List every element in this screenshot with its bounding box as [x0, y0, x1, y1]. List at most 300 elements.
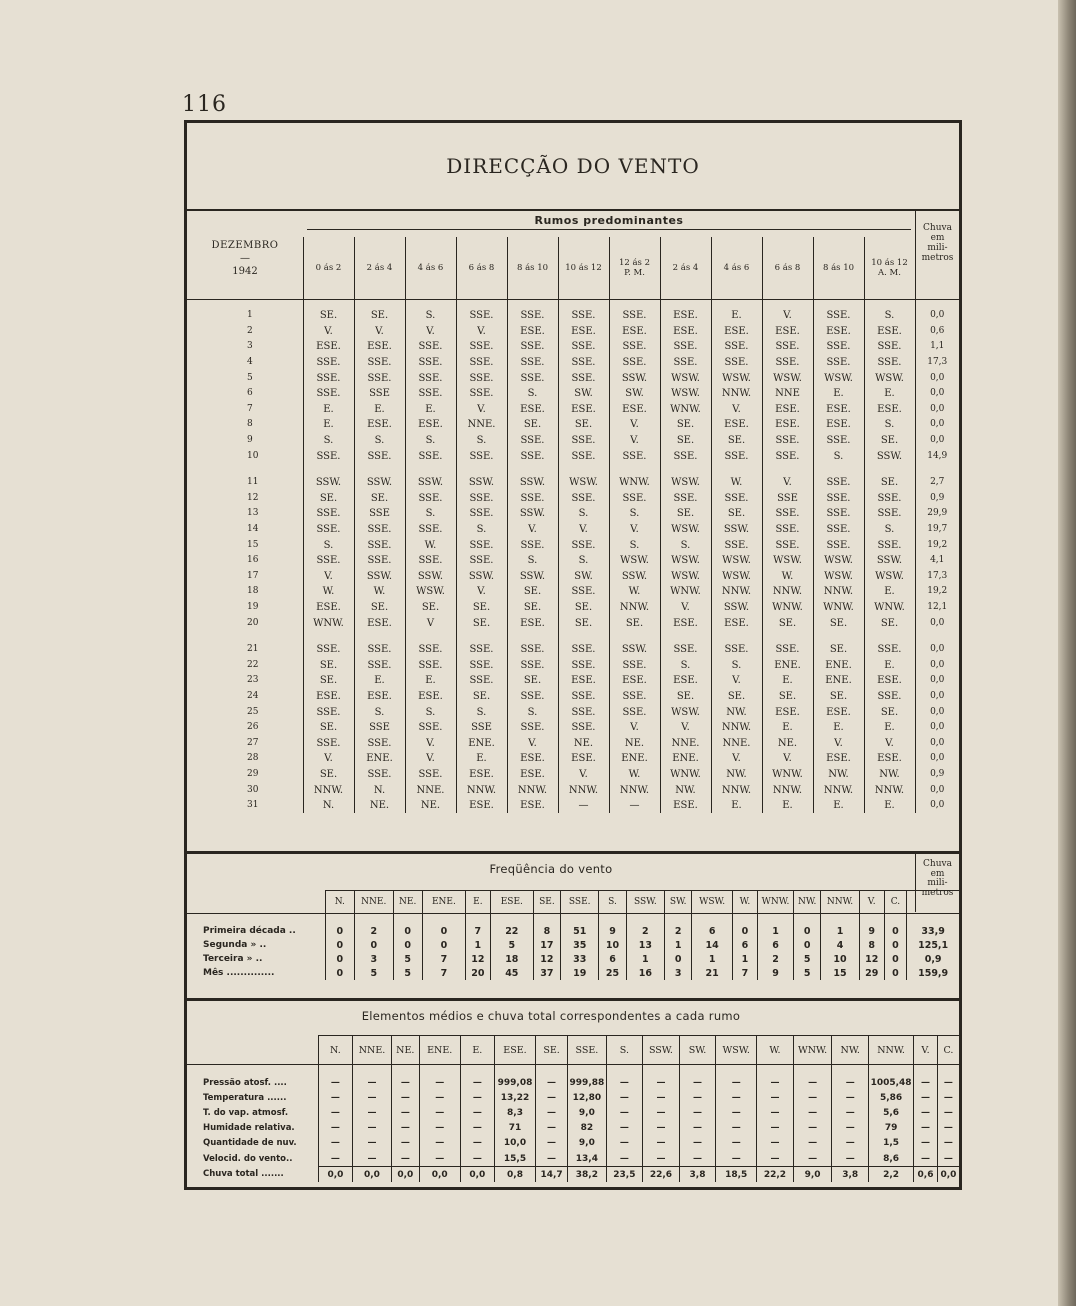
wind-direction-cell: WNW.	[762, 767, 813, 783]
wind-direction-cell: SSE.	[456, 355, 507, 371]
wind-direction-cell: W.	[609, 767, 660, 783]
wind-direction-cell: SE.	[507, 673, 558, 689]
wind-direction-cell: SSE.	[813, 339, 864, 355]
gap-cell	[915, 631, 959, 642]
table-row	[187, 584, 959, 600]
wind-direction-cell: SSE.	[558, 339, 609, 355]
frequency-section	[187, 854, 959, 1001]
direction-header: W.	[757, 1036, 794, 1065]
wind-direction-cell: SSE.	[762, 537, 813, 553]
wind-direction-cell: E.	[864, 657, 915, 673]
wind-direction-cell: ESE.	[507, 751, 558, 767]
wind-direction-cell: SSE.	[405, 657, 456, 673]
wind-direction-cell: SSE.	[864, 642, 915, 658]
wind-direction-cell: ENE.	[660, 751, 711, 767]
chuva-header-line: metros	[921, 253, 954, 263]
table-row	[187, 522, 959, 538]
element-cell: 9,0	[793, 1167, 832, 1183]
direction-header: SSE.	[568, 1036, 606, 1065]
table-row	[187, 673, 959, 689]
wind-direction-cell: V.	[558, 767, 609, 783]
frequency-cell: 10	[599, 938, 626, 952]
wind-direction-cell: SE.	[507, 600, 558, 616]
frequency-cell: 19	[560, 966, 598, 980]
wind-direction-cell: SSW.	[507, 506, 558, 522]
frequency-cell: 18	[490, 952, 533, 966]
rain-value: 29,9	[915, 506, 959, 522]
wind-direction-cell: V.	[456, 584, 507, 600]
wind-direction-cell: SSE	[354, 386, 405, 402]
element-cell: —	[757, 1121, 794, 1136]
element-cell: —	[914, 1065, 938, 1091]
wind-direction-cell: SSE.	[660, 339, 711, 355]
hour-header	[558, 237, 609, 300]
frequency-cell: 12	[465, 952, 490, 966]
element-cell: —	[679, 1065, 716, 1091]
wind-direction-cell: SSE.	[303, 370, 354, 386]
wind-direction-cell: ESE.	[711, 615, 762, 631]
wind-direction-cell: ESE.	[813, 324, 864, 340]
wind-direction-cell: SSE.	[558, 355, 609, 371]
gap-cell	[609, 631, 660, 642]
wind-direction-cell: SSE.	[354, 767, 405, 783]
direction-header: N.	[318, 1036, 352, 1065]
table-row	[187, 448, 959, 464]
row-label: Quantidade de nuv.	[203, 1138, 297, 1149]
hour-header	[405, 237, 456, 300]
gap-cell	[711, 631, 762, 642]
wind-direction-cell: V.	[558, 522, 609, 538]
element-cell: —	[318, 1065, 352, 1091]
rain-value: 17,3	[915, 355, 959, 371]
element-cell: —	[832, 1105, 869, 1120]
wind-direction-cell: E.	[405, 673, 456, 689]
wind-direction-cell: WNW.	[660, 402, 711, 418]
wind-direction-cell: SE.	[354, 600, 405, 616]
wind-direction-cell: SSE.	[864, 491, 915, 507]
hour-header	[864, 237, 915, 300]
element-cell: 71	[495, 1121, 536, 1136]
wind-direction-cell: SSW.	[711, 600, 762, 616]
frequency-cell: 0	[325, 952, 354, 966]
wind-direction-cell: SSE.	[405, 642, 456, 658]
wind-direction-cell: V.	[711, 402, 762, 418]
element-cell: —	[318, 1151, 352, 1167]
gap-cell	[507, 464, 558, 475]
wind-direction-cell: SE.	[762, 689, 813, 705]
table-row	[187, 569, 959, 585]
element-cell: —	[606, 1105, 643, 1120]
wind-direction-cell: —	[609, 798, 660, 814]
wind-direction-cell: SSE.	[405, 522, 456, 538]
wind-direction-cell: ESE.	[405, 689, 456, 705]
element-cell: —	[419, 1136, 460, 1151]
wind-direction-cell: ESE.	[507, 798, 558, 814]
wind-direction-cell: SSE.	[405, 553, 456, 569]
table-row	[187, 914, 959, 939]
element-cell: 0,0	[318, 1167, 352, 1183]
wind-direction-cell: SE.	[456, 600, 507, 616]
wind-direction-cell: S.	[405, 704, 456, 720]
wind-direction-cell: SSE.	[660, 642, 711, 658]
decade-gap	[187, 464, 959, 475]
wind-direction-cell: SW.	[609, 386, 660, 402]
element-cell: —	[757, 1105, 794, 1120]
gap-cell	[660, 464, 711, 475]
wind-direction-cell: SE.	[354, 300, 405, 324]
wind-direction-cell: SSE.	[507, 657, 558, 673]
wind-direction-cell: E.	[762, 673, 813, 689]
wind-direction-cell: V.	[660, 720, 711, 736]
element-cell: —	[793, 1136, 832, 1151]
row-label: Pressão atosf. ....	[203, 1077, 287, 1088]
frequency-cell: 1	[465, 938, 490, 952]
wind-direction-cell: SSE.	[354, 537, 405, 553]
frequency-cell: 1	[733, 952, 758, 966]
wind-direction-cell: ESE.	[558, 673, 609, 689]
frequency-cell: 0	[422, 938, 465, 952]
element-cell: —	[716, 1151, 757, 1167]
wind-direction-cell: NNE	[762, 386, 813, 402]
wind-direction-cell: SSE	[762, 491, 813, 507]
gap-cell	[660, 631, 711, 642]
wind-direction-cell: WSW.	[660, 553, 711, 569]
wind-direction-cell: SSE.	[711, 448, 762, 464]
wind-direction-cell: SSE.	[405, 720, 456, 736]
wind-direction-cell: ESE.	[762, 704, 813, 720]
gap-cell	[915, 464, 959, 475]
wind-direction-cell: SSE.	[762, 355, 813, 371]
wind-direction-cell: E.	[456, 751, 507, 767]
frequency-cell: 0	[325, 966, 354, 980]
wind-direction-cell: SSE.	[507, 300, 558, 324]
element-cell: —	[318, 1105, 352, 1120]
wind-direction-cell: SSW.	[609, 370, 660, 386]
wind-direction-cell: SW.	[558, 569, 609, 585]
element-cell: —	[716, 1121, 757, 1136]
wind-direction-cell: SSE.	[762, 433, 813, 449]
wind-direction-cell: SSE.	[762, 642, 813, 658]
wind-direction-cell: V.	[609, 417, 660, 433]
element-cell: 2,2	[869, 1167, 914, 1183]
element-cell: —	[535, 1121, 567, 1136]
frequency-cell: 0	[422, 914, 465, 939]
wind-direction-cell: NW.	[813, 767, 864, 783]
gap-cell	[558, 464, 609, 475]
row-label: Humidade relativa.	[203, 1123, 295, 1134]
wind-direction-cell: ESE.	[609, 673, 660, 689]
wind-direction-cell: ESE.	[507, 767, 558, 783]
frequency-cell: 5	[393, 952, 422, 966]
wind-direction-cell: WSW.	[762, 553, 813, 569]
wind-direction-cell: SSE.	[405, 355, 456, 371]
element-cell: —	[606, 1090, 643, 1105]
hour-header-line: 4 ás 6	[417, 263, 444, 273]
wind-direction-cell: SSE.	[762, 339, 813, 355]
wind-direction-cell: E.	[864, 386, 915, 402]
table-frame	[184, 120, 962, 1190]
wind-direction-cell: SSE.	[303, 553, 354, 569]
wind-direction-cell: ESE.	[660, 324, 711, 340]
wind-direction-cell: ENE.	[762, 657, 813, 673]
wind-direction-cell: W.	[405, 537, 456, 553]
table-row	[187, 355, 959, 371]
frequency-cell: 3	[665, 966, 692, 980]
rain-value: 0,9	[915, 767, 959, 783]
wind-direction-cell: ESE.	[813, 751, 864, 767]
frequency-cell: 5	[794, 966, 821, 980]
wind-direction-cell: WSW.	[660, 370, 711, 386]
day-number: 7	[247, 403, 253, 414]
hour-header-line: 0 ás 2	[315, 263, 342, 273]
wind-direction-cell: WSW.	[711, 553, 762, 569]
hour-header-line: 12 ás 2	[618, 258, 651, 268]
hour-header-line: 2 ás 4	[672, 263, 699, 273]
wind-direction-cell: SSE.	[558, 537, 609, 553]
wind-direction-cell: W.	[609, 584, 660, 600]
rain-value: 0,0	[915, 735, 959, 751]
wind-direction-cell: S.	[405, 300, 456, 324]
wind-direction-cell: N.	[354, 782, 405, 798]
rain-value: 0,0	[915, 751, 959, 767]
wind-direction-cell: NNW.	[762, 584, 813, 600]
frequency-cell: 7	[465, 914, 490, 939]
direction-header: NE.	[393, 891, 422, 914]
element-cell: —	[793, 1151, 832, 1167]
table-row	[187, 417, 959, 433]
wind-direction-cell: SSW.	[405, 475, 456, 491]
wind-direction-cell: SSE.	[507, 339, 558, 355]
wind-direction-cell: SSE.	[507, 370, 558, 386]
frequency-cell: 6	[733, 938, 758, 952]
row-label: T. do vap. atmosf.	[203, 1107, 289, 1118]
wind-direction-cell: N.	[303, 798, 354, 814]
wind-direction-cell: S.	[354, 433, 405, 449]
table-row	[187, 782, 959, 798]
wind-direction-cell: WSW.	[711, 569, 762, 585]
gap-cell	[558, 631, 609, 642]
element-cell: —	[757, 1136, 794, 1151]
element-cell: —	[460, 1151, 494, 1167]
wind-direction-cell: NNW.	[813, 584, 864, 600]
gap-cell	[762, 464, 813, 475]
wind-direction-cell: V.	[609, 433, 660, 449]
wind-direction-cell: SSE.	[864, 506, 915, 522]
wind-direction-cell: SSE.	[609, 657, 660, 673]
wind-direction-cell: ESE.	[558, 402, 609, 418]
wind-direction-cell: NNW.	[813, 782, 864, 798]
element-cell: —	[643, 1151, 680, 1167]
day-number: 12	[247, 492, 259, 503]
wind-direction-cell: SE.	[813, 615, 864, 631]
wind-direction-cell: NE.	[405, 798, 456, 814]
direction-header: SW.	[665, 891, 692, 914]
wind-direction-cell: NNW.	[711, 386, 762, 402]
direction-header: SW.	[679, 1036, 716, 1065]
gap-cell	[303, 464, 354, 475]
wind-direction-cell: SSE.	[354, 522, 405, 538]
wind-direction-cell: NNE.	[711, 735, 762, 751]
wind-direction-cell: SSE.	[354, 448, 405, 464]
element-cell: —	[832, 1151, 869, 1167]
wind-direction-cell: SSE.	[558, 704, 609, 720]
element-cell: —	[643, 1121, 680, 1136]
frequency-cell: 0	[355, 938, 393, 952]
chuva-header-line: mili-	[927, 243, 948, 253]
frequency-cell: 6	[692, 914, 733, 939]
wind-direction-cell: NNW.	[711, 782, 762, 798]
wind-direction-cell: SSW.	[864, 553, 915, 569]
wind-direction-cell: E.	[864, 798, 915, 814]
element-cell: 0,0	[353, 1167, 392, 1183]
element-cell: —	[757, 1090, 794, 1105]
wind-direction-cell: WNW.	[609, 475, 660, 491]
elements-header-row	[187, 1036, 959, 1065]
wind-direction-cell: SE.	[762, 615, 813, 631]
wind-direction-cell: S.	[864, 300, 915, 324]
wind-direction-cell: ESE.	[813, 417, 864, 433]
element-cell: —	[757, 1065, 794, 1091]
wind-direction-cell: V.	[609, 522, 660, 538]
element-cell: —	[914, 1090, 938, 1105]
wind-direction-cell: SSE.	[456, 537, 507, 553]
wind-direction-cell: NW.	[864, 767, 915, 783]
direction-header: NNE.	[353, 1036, 392, 1065]
wind-direction-cell: SSW.	[456, 475, 507, 491]
element-cell: —	[937, 1136, 959, 1151]
frequency-cell: 10	[821, 952, 859, 966]
wind-direction-cell: SSE.	[711, 339, 762, 355]
wind-direction-cell: WNW.	[813, 600, 864, 616]
element-cell: —	[460, 1065, 494, 1091]
wind-direction-cell: V.	[303, 751, 354, 767]
rain-value: 0,0	[915, 704, 959, 720]
hour-header	[660, 237, 711, 300]
wind-direction-cell: SSE.	[660, 491, 711, 507]
rain-value: 17,3	[915, 569, 959, 585]
element-cell: —	[716, 1136, 757, 1151]
wind-direction-cell: S.	[303, 433, 354, 449]
wind-direction-cell: SE.	[303, 720, 354, 736]
table-row	[187, 506, 959, 522]
wind-direction-cell: SSE	[354, 506, 405, 522]
table-row	[187, 751, 959, 767]
wind-direction-cell: S.	[864, 417, 915, 433]
wind-direction-cell: WSW.	[660, 475, 711, 491]
wind-direction-cell: S.	[660, 657, 711, 673]
wind-direction-cell: NE.	[558, 735, 609, 751]
gap-cell	[609, 464, 660, 475]
element-cell: —	[535, 1105, 567, 1120]
frequency-cell: 2	[757, 952, 793, 966]
wind-direction-cell: NW.	[711, 704, 762, 720]
wind-direction-cell: V.	[456, 324, 507, 340]
wind-direction-cell: SE.	[354, 491, 405, 507]
element-cell: 0,6	[914, 1167, 938, 1183]
hour-header-line: P. M.	[624, 268, 645, 278]
wind-direction-cell: ESE.	[354, 339, 405, 355]
element-cell: —	[353, 1105, 392, 1120]
wind-direction-cell: SSE.	[354, 370, 405, 386]
element-cell: —	[606, 1065, 643, 1091]
wind-direction-cell: SSE.	[303, 735, 354, 751]
wind-direction-cell: NNE.	[660, 735, 711, 751]
wind-direction-cell: SSW.	[609, 569, 660, 585]
frequency-cell: 0	[325, 914, 354, 939]
wind-direction-cell: NNW.	[456, 782, 507, 798]
element-cell: —	[679, 1136, 716, 1151]
wind-direction-cell: NNE.	[405, 782, 456, 798]
wind-direction-cell: SSE.	[303, 522, 354, 538]
wind-direction-cell: V.	[711, 673, 762, 689]
wind-direction-cell: SE.	[303, 300, 354, 324]
wind-direction-cell: SE.	[660, 506, 711, 522]
element-cell: —	[391, 1090, 419, 1105]
row-label: Mês ..............	[203, 968, 275, 978]
wind-direction-cell: V.	[813, 735, 864, 751]
wind-direction-cell: SSE.	[456, 673, 507, 689]
wind-direction-cell: ESE.	[303, 689, 354, 705]
wind-direction-cell: S.	[609, 506, 660, 522]
element-cell: —	[716, 1105, 757, 1120]
wind-direction-cell: SSE.	[711, 355, 762, 371]
wind-direction-cell: S.	[864, 522, 915, 538]
day-number: 27	[247, 737, 259, 748]
hour-header-line: 2 ás 4	[366, 263, 393, 273]
chuva-header-line: mili-	[927, 878, 948, 888]
wind-direction-cell: SSE.	[405, 491, 456, 507]
frequency-cell: 9	[599, 914, 626, 939]
wind-direction-cell: SSE.	[660, 448, 711, 464]
hour-header-line: 4 ás 6	[723, 263, 750, 273]
direction-header: SE.	[533, 891, 560, 914]
rain-value: 0,0	[915, 782, 959, 798]
wind-direction-cell: SSE.	[456, 339, 507, 355]
wind-direction-cell: V.	[405, 751, 456, 767]
wind-direction-cell: SSE.	[303, 448, 354, 464]
wind-direction-cell: ESE.	[303, 600, 354, 616]
day-number: 16	[247, 555, 259, 566]
day-number: 9	[247, 435, 253, 446]
wind-direction-cell: SSE.	[813, 300, 864, 324]
rain-value: 19,2	[915, 584, 959, 600]
table-row	[187, 1151, 959, 1167]
element-cell: —	[679, 1151, 716, 1167]
direction-header: NW.	[794, 891, 821, 914]
day-number: 4	[247, 357, 253, 368]
frequency-cell: 9	[859, 914, 884, 939]
table-row	[187, 689, 959, 705]
rain-value: 14,9	[915, 448, 959, 464]
day-number: 8	[247, 419, 253, 430]
frequency-cell: 4	[821, 938, 859, 952]
wind-direction-cell: SSW.	[711, 522, 762, 538]
gap-cell	[864, 464, 915, 475]
element-cell: —	[914, 1121, 938, 1136]
frequency-cell: 2	[665, 914, 692, 939]
gap-cell	[405, 464, 456, 475]
frequency-cell: 17	[533, 938, 560, 952]
wind-direction-cell: ENE.	[813, 673, 864, 689]
wind-direction-cell: SE.	[864, 475, 915, 491]
day-number: 5	[247, 372, 253, 383]
direction-header: NNE.	[355, 891, 393, 914]
wind-direction-cell: S.	[711, 657, 762, 673]
element-cell: 13,22	[495, 1090, 536, 1105]
month-name: DEZEMBRO	[211, 240, 279, 251]
element-cell: —	[643, 1136, 680, 1151]
wind-direction-cell: ESE.	[813, 704, 864, 720]
